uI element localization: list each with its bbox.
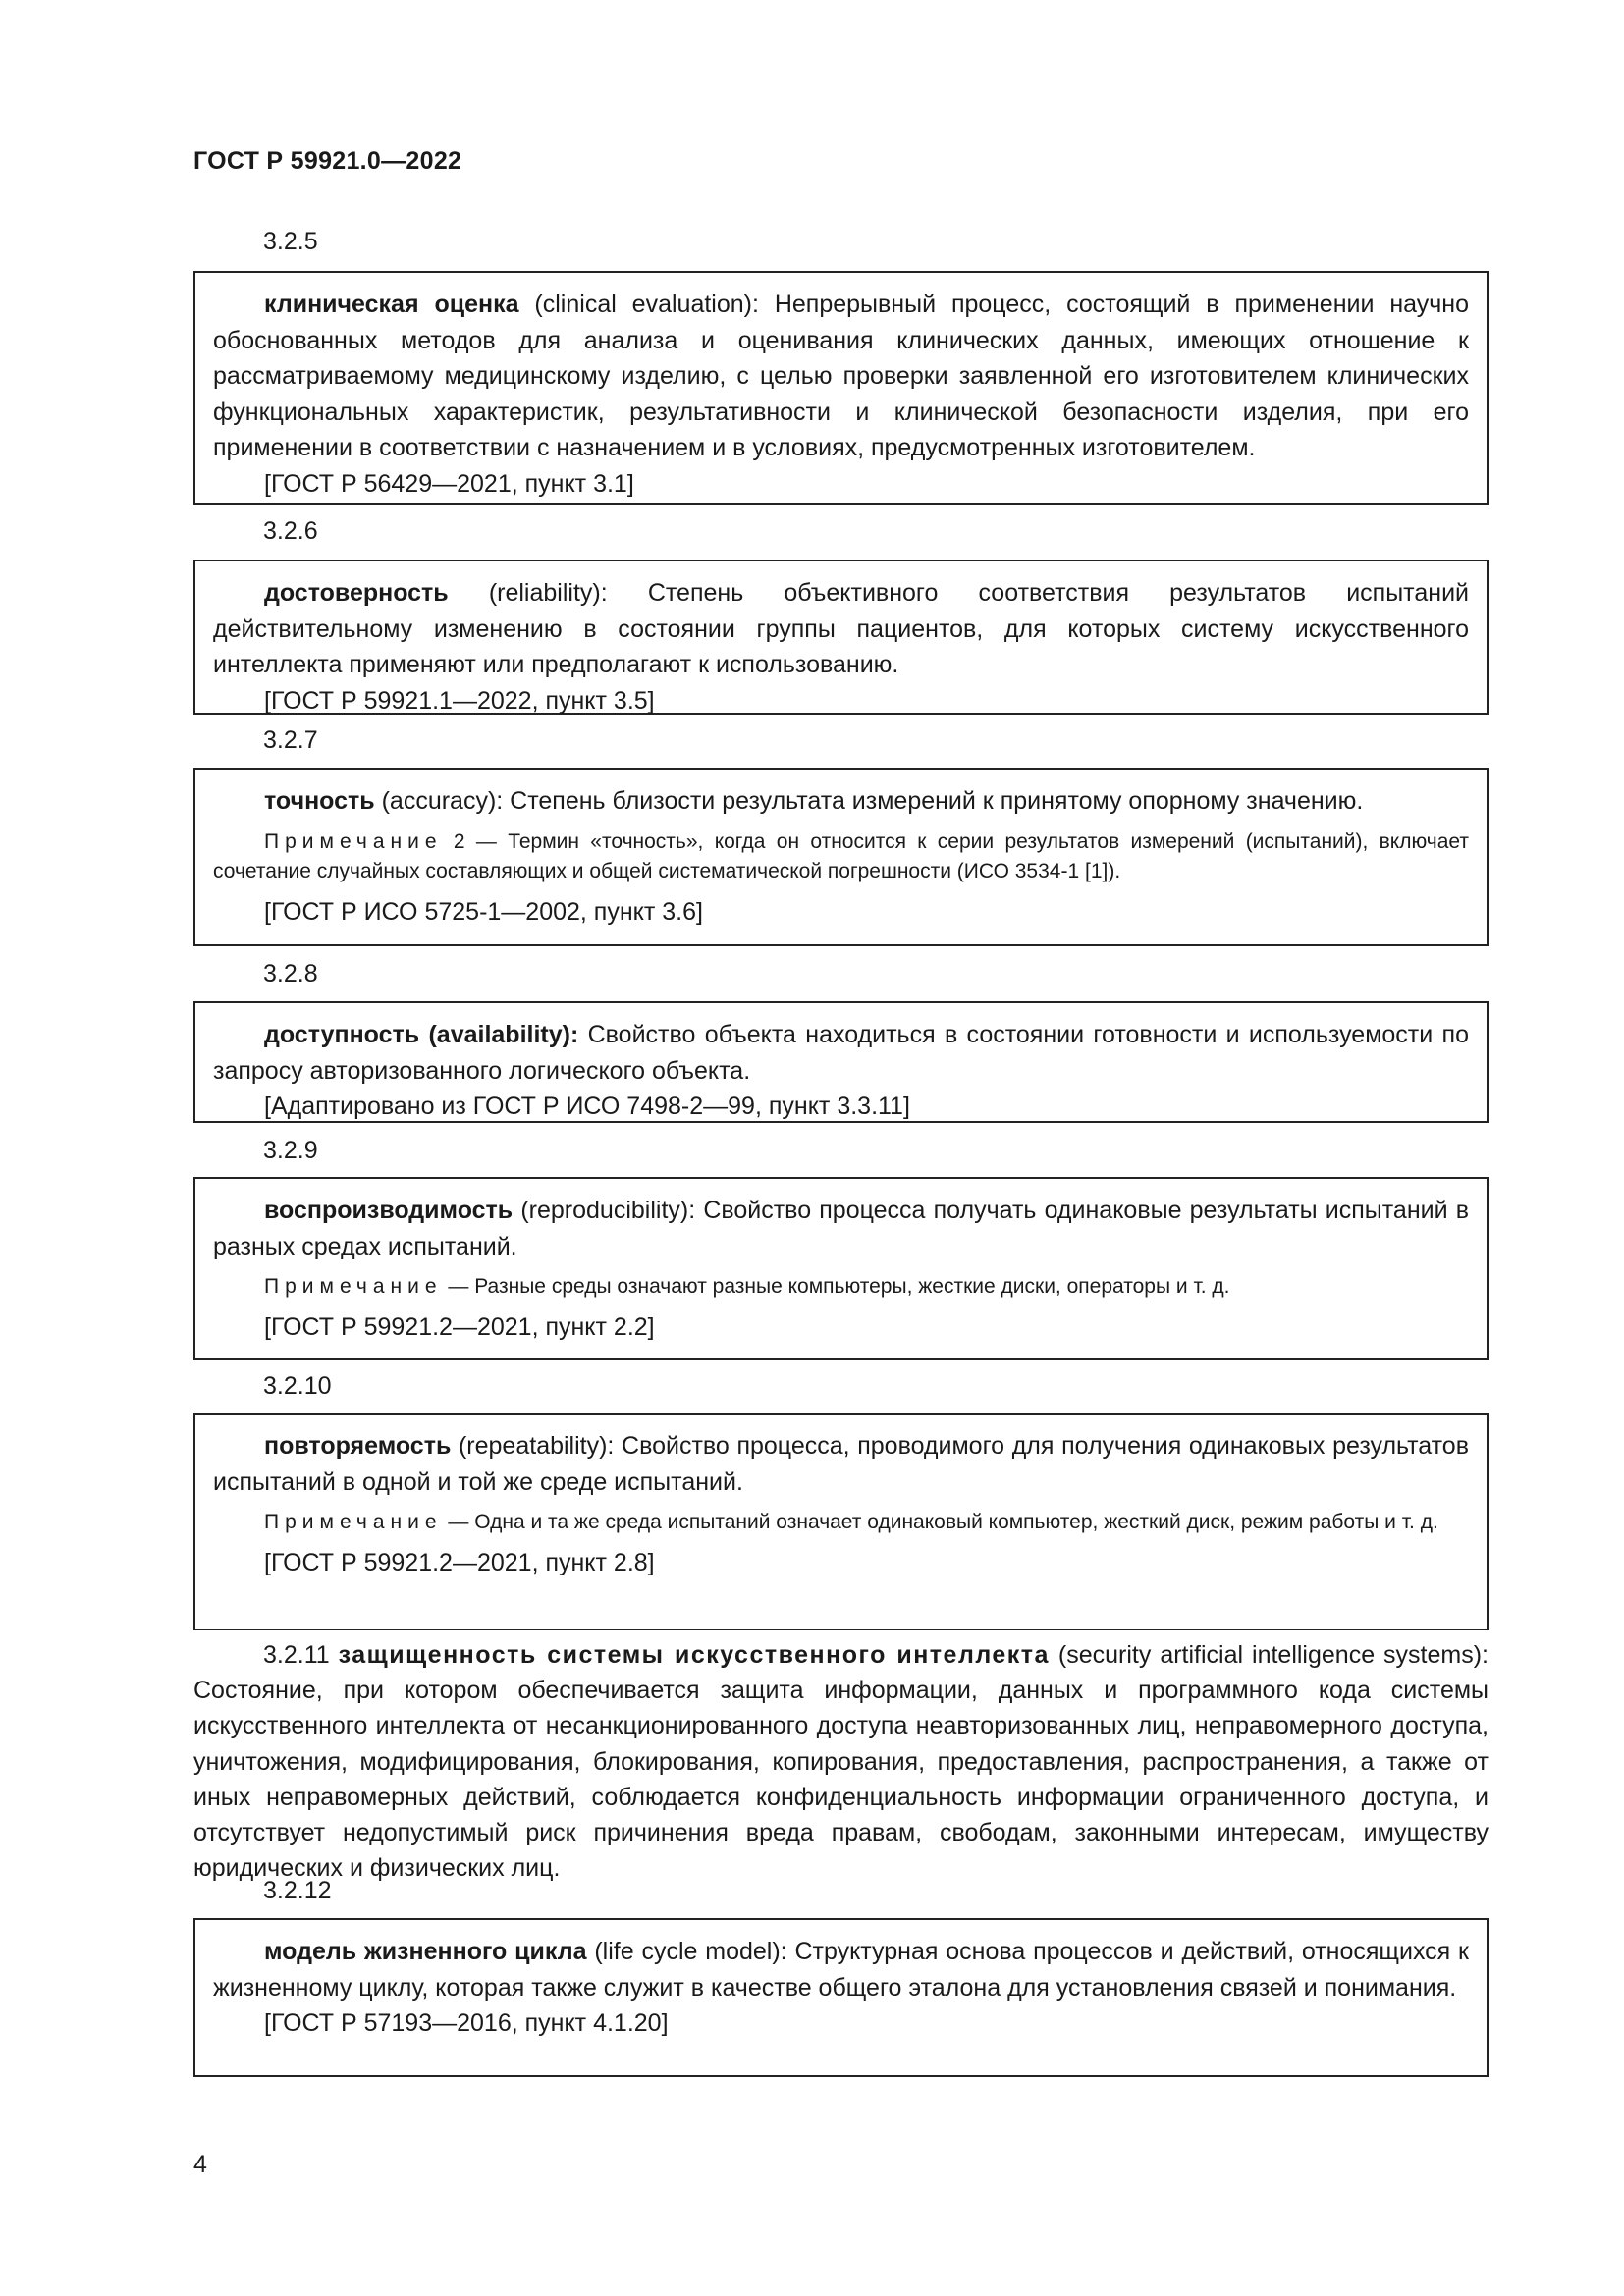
entry-number: 3.2.12 [263,1877,332,1904]
term: защищенность системы искусственного интеллекта [338,1641,1050,1669]
source-reference: [ГОСТ Р 56429—2021, пункт 3.1] [264,469,634,498]
definition: (reliability): Степень объективного соответствия результатов испытаний действительному изменению в состоянии группы пациентов, для которых систему искусственного интеллекта применяют или предполагают к использованию. [213,579,1469,678]
source-reference: [ГОСТ Р 59921.1—2022, пункт 3.5] [264,686,655,715]
definition-text [213,1017,1469,1089]
definition: (life cycle model): Структурная основа процессов и действий, относящихся к жизненному циклу, которая также служит в качестве общего эталона для установления связей и понимания. [213,1938,1469,2002]
definition: (reproducibility): Свойство процесса получать одинаковые результаты испытаний в разных средах испытаний. [213,1197,1469,1260]
term: достоверность [264,579,449,607]
note-text: 2 — Термин «точность», когда он относится к серии результатов измерений (испытаний), включает сочетание случайных составляющих и общей систематической погрешности (ИСО 3534-1 [1]). [213,829,1469,882]
source-reference: [ГОСТ Р 59921.2—2021, пункт 2.2] [264,1313,655,1341]
entry-number: 3.2.5 [263,228,318,255]
definition-text [193,1637,1489,1886]
note-text: — Одна и та же среда испытаний означает одинаковый компьютер, жесткий диск, режим работы и т. д. [442,1511,1438,1533]
definition-text [213,1934,1469,2005]
entry-number: 3.2.9 [263,1137,318,1164]
definition-text [213,783,1469,820]
note [213,1508,1469,1537]
term: воспроизводимость [264,1197,514,1224]
entry-number: 3.2.11 [263,1641,330,1669]
definition-text [213,287,1469,466]
document-header: ГОСТ Р 59921.0—2022 [193,147,462,175]
term: доступность (availability): [264,1021,579,1048]
definition-box [193,560,1489,715]
definition: (clinical evaluation): Непрерывный процесс, состоящий в применении научно обоснованных методов для анализа и оценивания клинических данных, имеющих отношение к рассматриваемому медицинскому изделию, с целью проверки заявленной его изготовителем клинических функциональных характеристик, результативности и клинической безопасности изделия, при его применении в соответствии с назначением и в условиях, предусмотренных изготовителем. [213,291,1470,461]
definition-box [193,1918,1489,2077]
term: повторяемость [264,1432,452,1460]
definition: (security artificial intelligence systems): Состояние, при котором обеспечивается защита информации, данных и программного кода системы искусственного интеллекта от несанкционированного доступа неавторизованных лиц, неправомерного доступа, уничтожения, модифицирования, блокирования, копирования, предоставления, распространения, а также от иных неправомерных действий, соблюдается конфиденциальность информации ограниченного доступа, и отсутствует недопустимый риск причинения вреда правам, свободам, законными интересам, имуществу юридических и физических лиц. [193,1641,1489,1883]
term: клиническая оценка [264,291,519,318]
note-text: — Разные среды означают разные компьютеры, жесткие диски, операторы и т. д. [442,1275,1230,1298]
entry-number: 3.2.10 [263,1372,332,1400]
source-reference: [ГОСТ Р ИСО 5725-1—2002, пункт 3.6] [264,897,703,926]
entry-number: 3.2.7 [263,726,318,754]
definition-paragraph [193,1637,1489,1886]
note-label: Примечание [264,1275,443,1298]
definition: (repeatability): Свойство процесса, проводимого для получения одинаковых результатов испытаний в одной и той же среде испытаний. [213,1432,1469,1496]
source-reference: [ГОСТ Р 59921.2—2021, пункт 2.8] [264,1549,655,1576]
entry-number: 3.2.8 [263,960,318,988]
note-label: Примечание [264,1511,443,1533]
definition: Свойство объекта находиться в состоянии готовности и используемости по запросу авторизованного логического объекта. [213,1021,1469,1085]
note [213,1272,1469,1302]
definition-box [193,1001,1489,1123]
term: модель жизненного цикла [264,1938,587,1965]
entry-number: 3.2.6 [263,517,318,545]
definition-text [213,575,1469,683]
definition-text [213,1428,1469,1500]
page-number: 4 [193,2151,207,2178]
source-reference: [Адаптировано из ГОСТ Р ИСО 7498-2—99, пункт 3.3.11] [264,1093,910,1120]
source-reference: [ГОСТ Р 57193—2016, пункт 4.1.20] [264,2009,669,2037]
term: точность [264,787,375,815]
definition-box [193,768,1489,946]
definition-box [193,271,1489,505]
note-label: Примечание [264,829,443,853]
definition-text [213,1193,1469,1264]
definition-box [193,1413,1489,1630]
definition: (accuracy): Степень близости результата измерений к принятому опорному значению. [374,787,1364,815]
note [213,828,1469,886]
definition-box [193,1177,1489,1360]
